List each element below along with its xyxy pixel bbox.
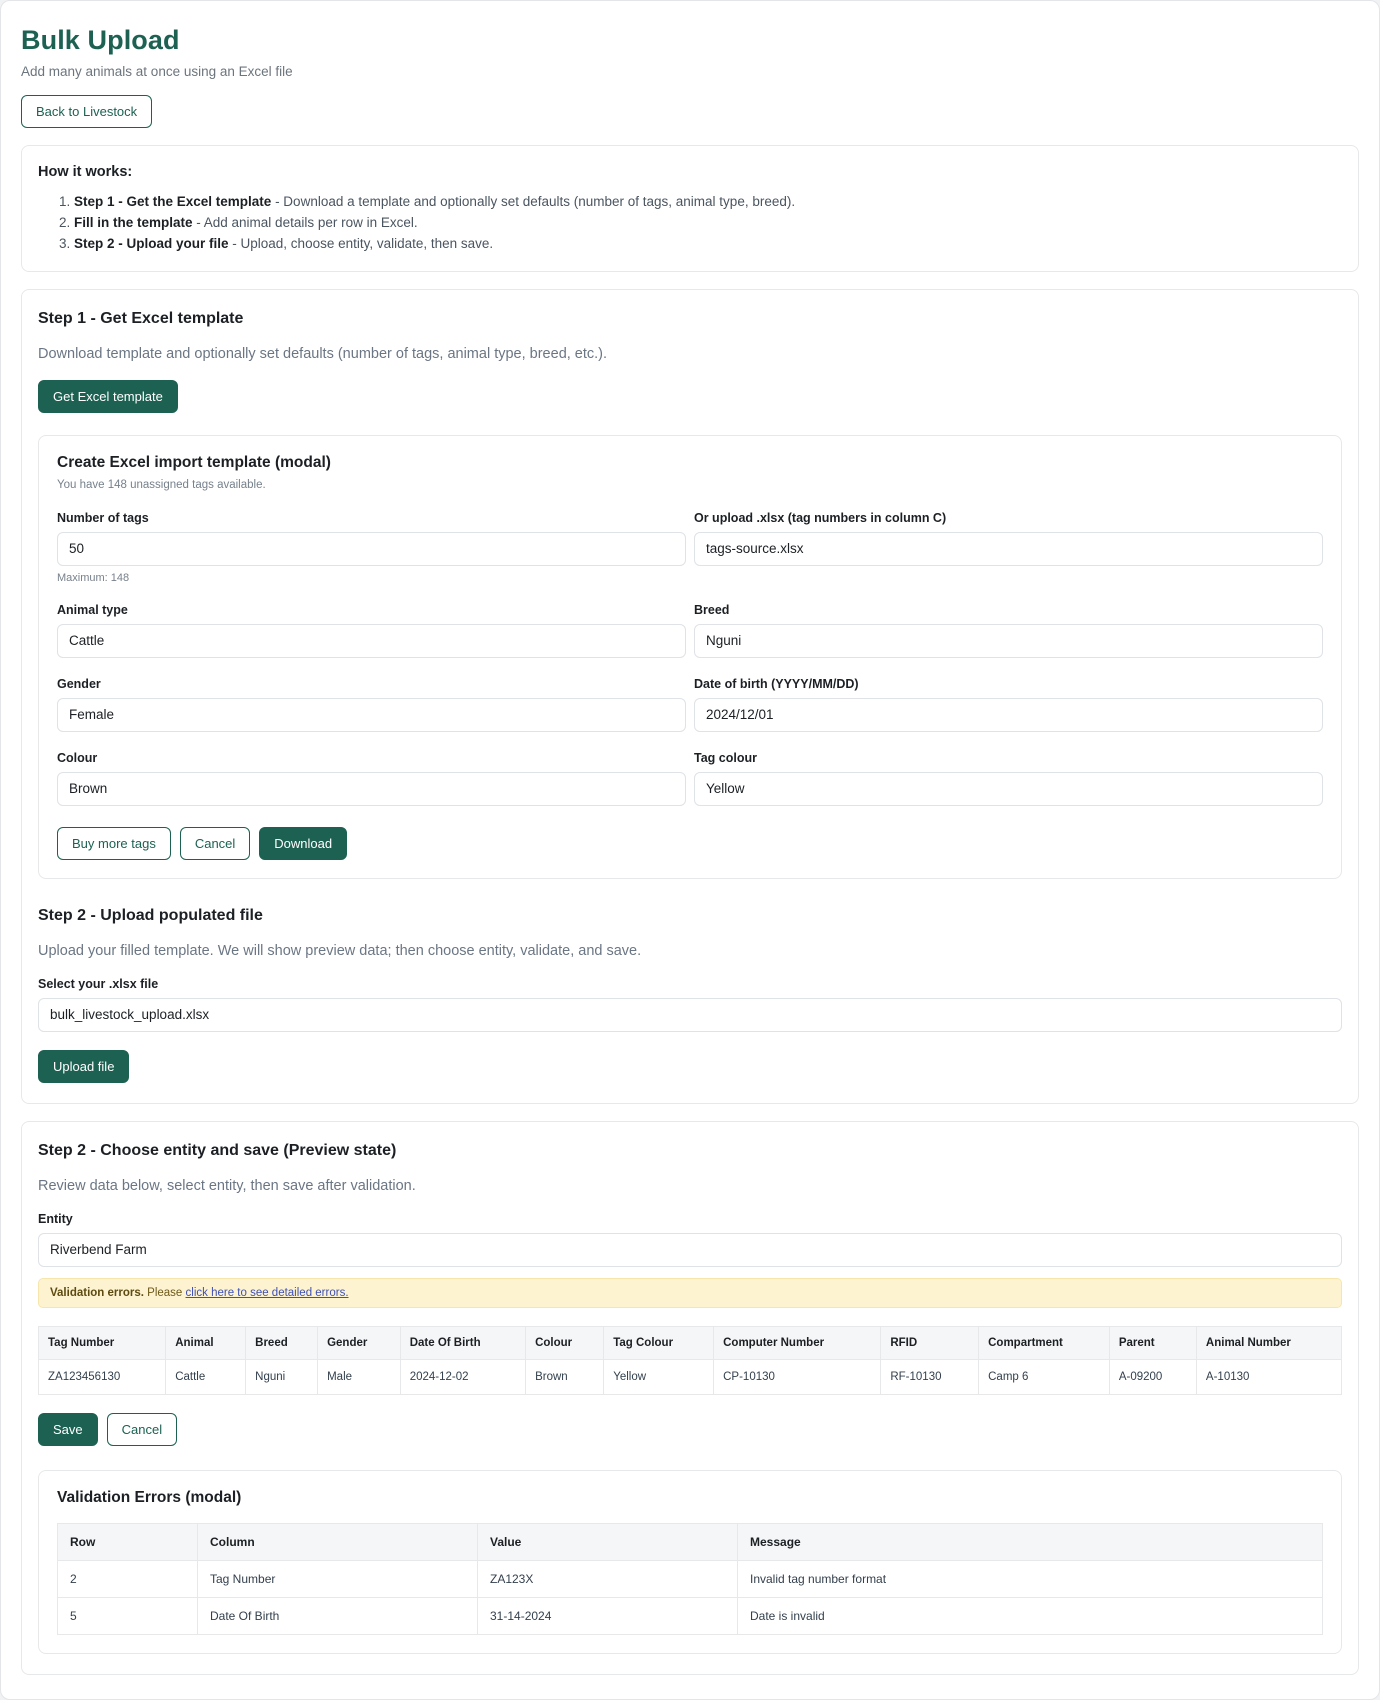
- step1-card: [21, 289, 1359, 1104]
- step2-upload-description: Upload your filled template. We will show preview data; then choose entity, validate, and save.: [38, 942, 642, 959]
- cell-tag-number: ZA123456130: [39, 1359, 166, 1394]
- cell-value: ZA123X: [478, 1560, 738, 1597]
- entity-label: Entity: [38, 1211, 73, 1226]
- date-of-birth-input[interactable]: [694, 698, 1323, 732]
- validation-alert-title: Validation errors.: [50, 1286, 144, 1299]
- table-header-row: [58, 1523, 1323, 1560]
- number-of-tags-hint: Maximum: 148: [57, 571, 130, 584]
- validation-errors-modal-title: Validation Errors (modal): [57, 1488, 242, 1506]
- list-item: [74, 213, 1342, 234]
- field-date-of-birth: [694, 677, 1323, 732]
- cell-parent: A-09200: [1109, 1359, 1196, 1394]
- column-header: Computer Number: [714, 1326, 881, 1359]
- column-header: Breed: [246, 1326, 318, 1359]
- how-it-works-card: [21, 145, 1359, 272]
- create-template-modal: [38, 435, 1342, 879]
- step2-preview-title: Step 2 - Choose entity and save (Preview state): [38, 1141, 397, 1159]
- number-of-tags-input[interactable]: [57, 532, 686, 566]
- how-it-works-title: How it works:: [38, 164, 133, 180]
- back-to-livestock-button[interactable]: Back to Livestock: [21, 95, 152, 128]
- colour-label: Colour: [57, 750, 98, 765]
- column-header: Gender: [318, 1326, 401, 1359]
- field-entity: [38, 1212, 1342, 1267]
- field-upload-xlsx: [694, 511, 1323, 584]
- step2-preview-description: Review data below, select entity, then save after validation.: [38, 1177, 416, 1194]
- cell-message: Date is invalid: [738, 1597, 1323, 1634]
- cancel-button[interactable]: Cancel: [107, 1413, 177, 1446]
- list-item: [74, 192, 1342, 213]
- cancel-template-button[interactable]: Cancel: [180, 827, 250, 860]
- cell-compartment: Camp 6: [979, 1359, 1110, 1394]
- validation-errors-alert: [38, 1278, 1342, 1308]
- gender-input[interactable]: [57, 698, 686, 732]
- step-name: Step 1 - Get the Excel template: [74, 194, 272, 209]
- tag-colour-input[interactable]: [694, 772, 1323, 806]
- field-gender: [57, 677, 686, 732]
- page-subtitle: Add many animals at once using an Excel file: [21, 64, 293, 79]
- preview-table: [38, 1326, 1342, 1395]
- table-row: [58, 1597, 1323, 1634]
- how-it-works-list: [38, 192, 1342, 255]
- step2-preview-card: [21, 1121, 1359, 1675]
- cell-rfid: RF-10130: [881, 1359, 979, 1394]
- entity-input[interactable]: [38, 1233, 1342, 1267]
- step-detail: - Download a template and optionally set defaults (number of tags, animal type, breed).: [271, 194, 796, 209]
- column-header-value: Value: [478, 1523, 738, 1560]
- cell-animal-number: A-10130: [1196, 1359, 1341, 1394]
- step-name: Step 2 - Upload your file: [74, 235, 229, 251]
- table-row: [58, 1560, 1323, 1597]
- animal-type-input[interactable]: [57, 624, 686, 658]
- template-fields-grid: [57, 511, 1323, 825]
- step-detail: - Add animal details per row in Excel.: [192, 214, 418, 230]
- step1-title: Step 1 - Get Excel template: [38, 309, 244, 327]
- table-row: [39, 1359, 1342, 1394]
- column-header-column: Column: [198, 1523, 478, 1560]
- column-header: Compartment: [979, 1326, 1110, 1359]
- step1-description: Download template and optionally set defaults (number of tags, animal type, breed, etc.).: [38, 345, 608, 362]
- buy-more-tags-button[interactable]: Buy more tags: [57, 827, 171, 860]
- create-template-modal-title: Create Excel import template (modal): [57, 453, 331, 471]
- breed-label: Breed: [694, 602, 730, 617]
- validation-errors-table: [57, 1523, 1323, 1635]
- select-xlsx-label: Select your .xlsx file: [38, 976, 159, 991]
- cell-tag-colour: Yellow: [604, 1359, 714, 1394]
- validation-alert-text: Please: [143, 1286, 186, 1299]
- field-animal-type: [57, 603, 686, 658]
- step2-upload-title: Step 2 - Upload populated file: [38, 906, 263, 924]
- upload-file-button[interactable]: Upload file: [38, 1050, 129, 1083]
- cell-row: 5: [58, 1597, 198, 1634]
- cell-column: Date Of Birth: [198, 1597, 478, 1634]
- tag-colour-label: Tag colour: [694, 750, 757, 765]
- step-name: Fill in the template: [74, 214, 193, 230]
- column-header: Parent: [1109, 1326, 1196, 1359]
- upload-xlsx-input[interactable]: [694, 532, 1323, 566]
- column-header-message: Message: [738, 1523, 1323, 1560]
- field-tag-colour: [694, 751, 1323, 806]
- column-header: Tag Colour: [604, 1326, 714, 1359]
- list-item: [74, 234, 1342, 255]
- table-header-row: [39, 1326, 1342, 1359]
- validation-errors-modal: [38, 1470, 1342, 1654]
- column-header: Animal Number: [1196, 1326, 1341, 1359]
- step-detail: - Upload, choose entity, validate, then save.: [228, 235, 494, 251]
- upload-xlsx-label: Or upload .xlsx (tag numbers in column C): [694, 510, 947, 525]
- download-template-button[interactable]: Download: [259, 827, 347, 860]
- see-detailed-errors-link[interactable]: click here to see detailed errors.: [185, 1286, 349, 1299]
- cell-message: Invalid tag number format: [738, 1560, 1323, 1597]
- column-header: Tag Number: [39, 1326, 166, 1359]
- cell-date-of-birth: 2024-12-02: [400, 1359, 525, 1394]
- column-header: Animal: [166, 1326, 246, 1359]
- column-header-row: Row: [58, 1523, 198, 1560]
- page-title: Bulk Upload: [21, 25, 180, 55]
- modal-button-row: [57, 827, 1323, 860]
- colour-input[interactable]: [57, 772, 686, 806]
- animal-type-label: Animal type: [57, 602, 128, 617]
- date-of-birth-label: Date of birth (YYYY/MM/DD): [694, 676, 859, 691]
- breed-input[interactable]: [694, 624, 1323, 658]
- column-header: Colour: [526, 1326, 604, 1359]
- number-of-tags-label: Number of tags: [57, 510, 149, 525]
- field-select-xlsx: [38, 977, 1342, 1032]
- column-header: Date Of Birth: [400, 1326, 525, 1359]
- cell-gender: Male: [318, 1359, 401, 1394]
- get-excel-template-button[interactable]: Get Excel template: [38, 380, 178, 413]
- select-xlsx-input[interactable]: [38, 998, 1342, 1032]
- cell-value: 31-14-2024: [478, 1597, 738, 1634]
- field-number-of-tags: [57, 511, 686, 584]
- cell-animal: Cattle: [166, 1359, 246, 1394]
- column-header: RFID: [881, 1326, 979, 1359]
- cell-breed: Nguni: [246, 1359, 318, 1394]
- preview-button-row: [38, 1413, 1342, 1446]
- cell-row: 2: [58, 1560, 198, 1597]
- cell-colour: Brown: [526, 1359, 604, 1394]
- save-button[interactable]: Save: [38, 1413, 98, 1446]
- unassigned-tags-note: You have 148 unassigned tags available.: [57, 478, 266, 491]
- gender-label: Gender: [57, 676, 101, 691]
- cell-computer-number: CP-10130: [714, 1359, 881, 1394]
- field-breed: [694, 603, 1323, 658]
- cell-column: Tag Number: [198, 1560, 478, 1597]
- field-colour: [57, 751, 686, 806]
